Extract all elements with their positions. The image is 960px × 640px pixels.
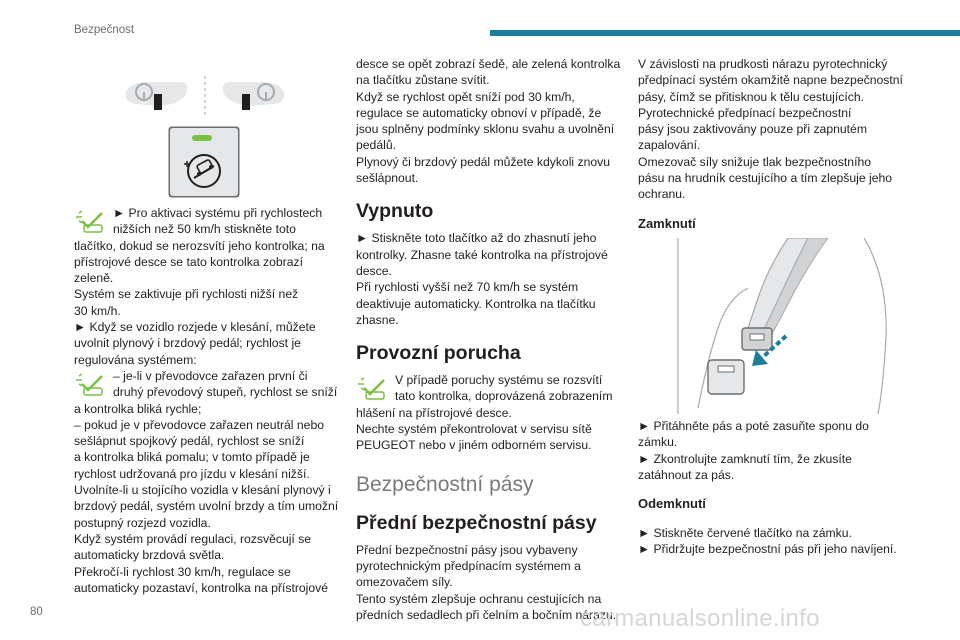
text-line: desce se opět zobrazí šedě, ale zelená kontrolka (356, 57, 621, 71)
text-line: sešlápnut spojkový pedál, rychlost se sníží (74, 434, 305, 449)
text-line: deaktivuje automaticky. Kontrolka na tlačítku (356, 296, 596, 311)
text-line: 30 km/h. (74, 303, 121, 318)
text-line: Uvolníte-li u stojícího vozidla v klesání plynový i (74, 483, 331, 498)
heading-odemknuti: Odemknutí (638, 496, 706, 512)
text-line: ochranu. (638, 187, 686, 202)
text-line: nižších než 50 km/h stiskněte toto (113, 222, 296, 237)
text-line: pásy jsou zaktivovány pouze při zapnutém (638, 122, 867, 137)
text-line: předpínací systém okamžitě napne bezpečnostní (638, 73, 903, 88)
tip-note (74, 205, 344, 238)
text-line: ► Přitáhněte pás a poté zasuňte sponu do (638, 419, 869, 433)
text-line: ► Přidržujte bezpečnostní pás při jeho navíjení. (638, 542, 897, 557)
text-line: automaticky pozastaví, kontrolka na přístrojové (74, 580, 329, 595)
text-line: Překročí-li rychlost 30 km/h, regulace se (74, 564, 291, 579)
text-line: na tlačítku zůstane svítit. (356, 73, 490, 88)
column-3 (638, 56, 908, 245)
rearview-mirror-icon (120, 74, 290, 118)
watermark: carmanualsonline.info (580, 605, 820, 632)
text-line: tlačítko, dokud se nerozsvítí jeho kontrolka; na (74, 238, 325, 253)
text-line: a kontrolka bliká pomalu; v tomto případě je (74, 450, 310, 465)
tip-note (74, 368, 344, 401)
text-line: pyrotechnickým předpínacím systémem a (356, 558, 581, 573)
text-line: pedálů. (356, 138, 396, 153)
text-line: zámku. (638, 435, 678, 450)
text-line: Při rychlosti vyšší než 70 km/h se systém (356, 280, 579, 295)
heading-bezpecnostni-pasy: Bezpečnostní pásy (356, 472, 534, 496)
column-3-continued (638, 418, 908, 558)
text-line: V případě poruchy systému se rozsvítí (395, 373, 603, 388)
tip-icon (74, 370, 108, 398)
text-line: Tento systém zlepšuje ochranu cestujících na (356, 591, 602, 606)
page-number: 80 (30, 606, 43, 618)
text-line: – je-li v převodovce zařazen první či (113, 368, 308, 383)
text-line: druhý převodový stupeň, rychlost se sníží (113, 385, 338, 400)
switch-button-icon (168, 126, 240, 198)
text-line: pásu na hrudník cestujícího a tím zlepšuje jeho (638, 171, 893, 186)
text-line: ► Stiskněte toto tlačítko až do zhasnutí jeho (356, 231, 597, 246)
text-line: Když systém provádí regulaci, rozsvěcují se (74, 531, 312, 546)
text-line: ► Stiskněte červené tlačítko na zámku. (638, 526, 852, 541)
text-line: Systém se zaktivuje při rychlosti nižší než (74, 287, 299, 302)
text-line: předních sedadlech při čelním a bočním nárazu. (356, 607, 617, 622)
text-line: desce. (356, 263, 392, 278)
text-line: Když se rychlost opět sníží pod 30 km/h, (356, 89, 575, 104)
column-2 (356, 56, 624, 623)
text-line: postupný rozjezd vozidla. (74, 515, 211, 530)
header-accent-bar (490, 30, 960, 36)
header-title: Bezpečnost (74, 24, 135, 36)
text-line: uvolnit plynový i brzdový pedál; rychlost je (74, 336, 301, 351)
text-line: Přední bezpečnostní pásy jsou vybaveny (356, 542, 578, 557)
text-line: brzdový pedál, systém uvolní brzdy a tím umožní (74, 499, 339, 514)
text-line: jsou splněny podmínky sklonu svahu a uvolnění (356, 122, 615, 137)
text-line: pásy, čímž se přitisknou k tělu cestujících. (638, 89, 865, 104)
text-line: zhasne. (356, 312, 399, 327)
text-line: sešlápnout. (356, 171, 419, 186)
text-line: Nechte systém překontrolovat v servisu sítě (356, 422, 592, 437)
text-line: a kontrolka bliká rychle; (74, 401, 202, 416)
heading-predni-pasy: Přední bezpečnostní pásy (356, 511, 597, 534)
text-line: zapalování. (638, 138, 701, 153)
heading-provozni-porucha: Provozní porucha (356, 342, 521, 365)
text-line: přístrojové desce se tato kontrolka zobrazí (74, 254, 303, 269)
text-line: Plynový či brzdový pedál můžete kdykoli znovu (356, 154, 611, 169)
tip-icon (74, 207, 108, 235)
text-line: automaticky brzdová světla. (74, 548, 225, 563)
text-line: zatáhnout za pás. (638, 467, 735, 482)
text-line: – pokud je v převodovce zařazen neutrál nebo (74, 417, 325, 432)
text-line: tato kontrolka, doprovázená zobrazením (395, 389, 613, 404)
heading-vypnuto: Vypnuto (356, 200, 434, 223)
text-line: ► Když se vozidlo rozjede v klesání, můžete (74, 320, 316, 335)
text-line: hlášení na přístrojové desce. (356, 405, 512, 420)
text-line: Pyrotechnické předpínací bezpečnostní (638, 105, 852, 120)
text-line: ► Zkontrolujte zamknutí tím, že zkusíte (638, 451, 852, 466)
seat-belt-icon (638, 238, 908, 414)
heading-zamknuti: Zamknutí (638, 215, 696, 231)
text-line: regulace se automaticky obnoví v případě, že (356, 105, 602, 120)
text-line: PEUGEOT nebo v jiném odborném servisu. (356, 438, 592, 453)
text-line: omezovačem síly. (356, 575, 453, 590)
text-line: ► Pro aktivaci systému při rychlostech (113, 206, 323, 220)
text-line: rychlost udržovaná pro jízdu v klesání nižší. (74, 466, 310, 481)
column-1 (74, 205, 344, 596)
text-line: zeleně. (74, 271, 114, 286)
text-line: V závislosti na prudkosti nárazu pyrotechnický (638, 57, 888, 71)
text-line: regulována systémem: (74, 352, 197, 367)
text-line: kontrolky. Zhasne také kontrolka na přístrojové (356, 247, 608, 262)
tip-icon (356, 374, 390, 402)
text-line: Omezovač síly snižuje tlak bezpečnostního (638, 154, 872, 169)
tip-note (356, 372, 624, 405)
